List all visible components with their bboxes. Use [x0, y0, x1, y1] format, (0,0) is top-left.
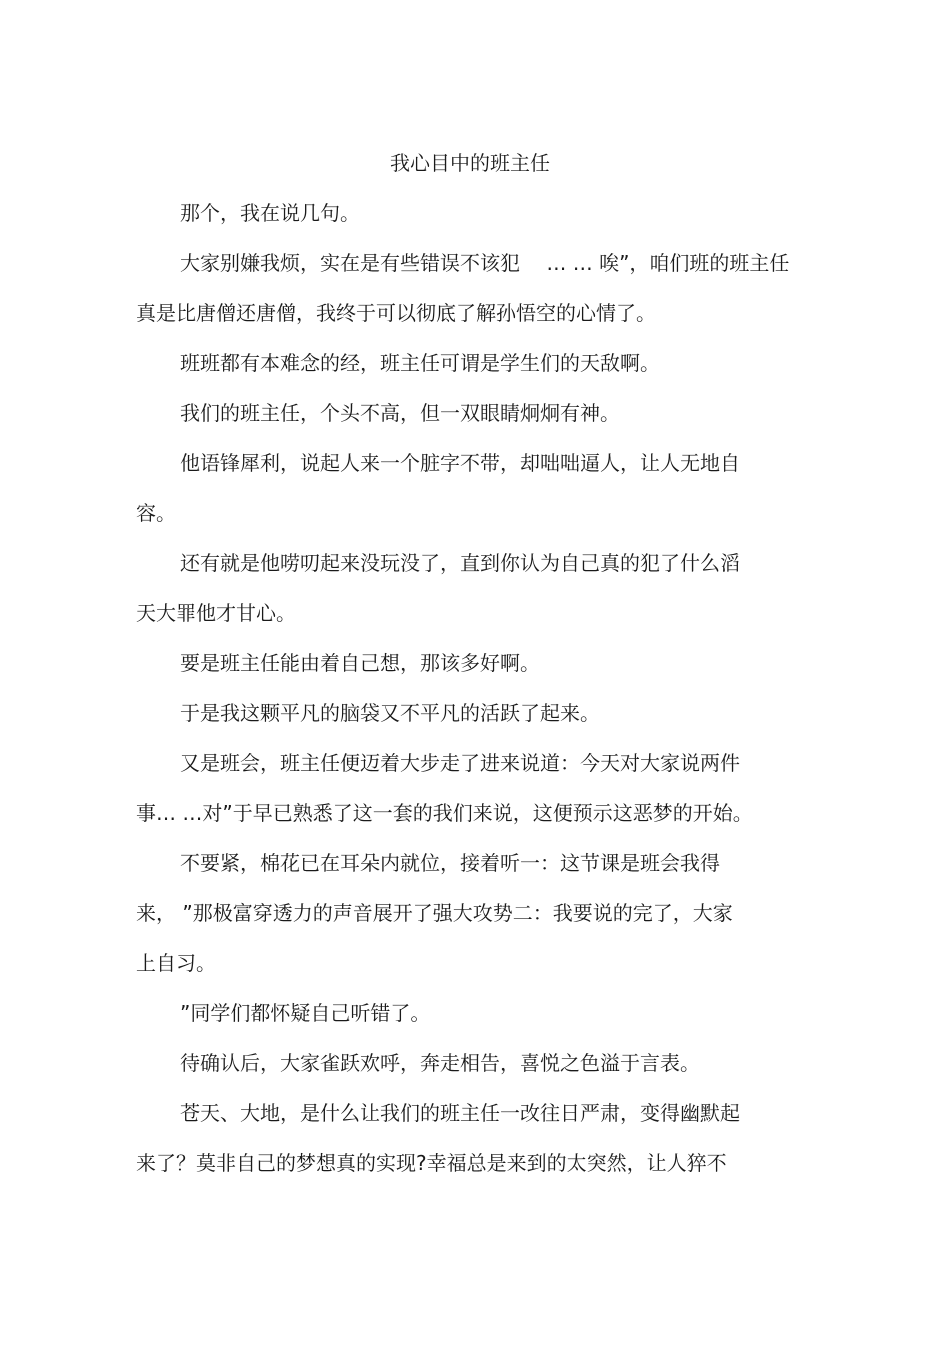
text-line [0, 498, 950, 548]
text-line [0, 1048, 950, 1098]
text-line [0, 248, 950, 298]
text-line-content: 来， ”那极富穿透力的声音展开了强大攻势二：我要说的完了，大家 [136, 901, 733, 925]
text-line-content: ”同学们都怀疑自己听错了。 [180, 1001, 431, 1025]
text-line-content: 又是班会，班主任便迈着大步走了进来说道：今天对大家说两件 [180, 751, 740, 775]
text-line-content: 待确认后，大家雀跃欢呼，奔走相告，喜悦之色溢于言表。 [180, 1051, 700, 1075]
text-line-content: 来了？莫非自己的梦想真的实现?幸福总是来到的太突然，让人猝不 [136, 1151, 727, 1175]
text-line [0, 648, 950, 698]
text-line [0, 698, 950, 748]
text-line-content: 天大罪他才甘心。 [136, 601, 296, 625]
text-line [0, 298, 950, 348]
text-line-content: 班班都有本难念的经，班主任可谓是学生们的天敌啊。 [180, 351, 660, 375]
text-line-content: 容。 [136, 501, 176, 525]
text-line-content: 要是班主任能由着自己想，那该多好啊。 [180, 651, 540, 675]
text-line [0, 348, 950, 398]
text-line-content: 还有就是他唠叨起来没玩没了，直到你认为自己真的犯了什么滔 [180, 551, 740, 575]
text-line-content: 苍天、大地，是什么让我们的班主任一改往日严肃，变得幽默起 [180, 1101, 740, 1125]
text-line [0, 798, 950, 848]
text-line [0, 598, 950, 648]
text-line-content: 我们的班主任，个头不高，但一双眼睛炯炯有神。 [180, 401, 620, 425]
text-line-content: 真是比唐僧还唐僧，我终于可以彻底了解孙悟空的心情了。 [136, 301, 656, 325]
text-line [0, 448, 950, 498]
text-line [0, 748, 950, 798]
text-line [0, 548, 950, 598]
text-line-content: 事… …对”于早已熟悉了这一套的我们来说，这便预示这恶梦的开始。 [136, 801, 753, 825]
text-line-content: 上自习。 [136, 951, 216, 975]
text-line [0, 1148, 950, 1198]
text-line [0, 398, 950, 448]
text-line [0, 998, 950, 1048]
text-line [0, 848, 950, 898]
text-line-content: 不要紧，棉花已在耳朵内就位，接着听一：这节课是班会我得 [180, 851, 720, 875]
text-line-content: 于是我这颗平凡的脑袋又不平凡的活跃了起来。 [180, 701, 600, 725]
document-body [0, 198, 950, 1198]
text-line-content: 他语锋犀利，说起人来一个脏字不带，却咄咄逼人，让人无地自 [180, 451, 740, 475]
text-line [0, 1098, 950, 1148]
document-title: 我心目中的班主任 [390, 151, 550, 175]
text-line [0, 948, 950, 998]
text-line-content: 大家别嫌我烦，实在是有些错误不该犯 … … 唉”，咱们班的班主任 [180, 251, 790, 275]
text-line [0, 198, 950, 248]
text-line-content: 那个，我在说几句。 [180, 201, 360, 225]
text-line [0, 898, 950, 948]
